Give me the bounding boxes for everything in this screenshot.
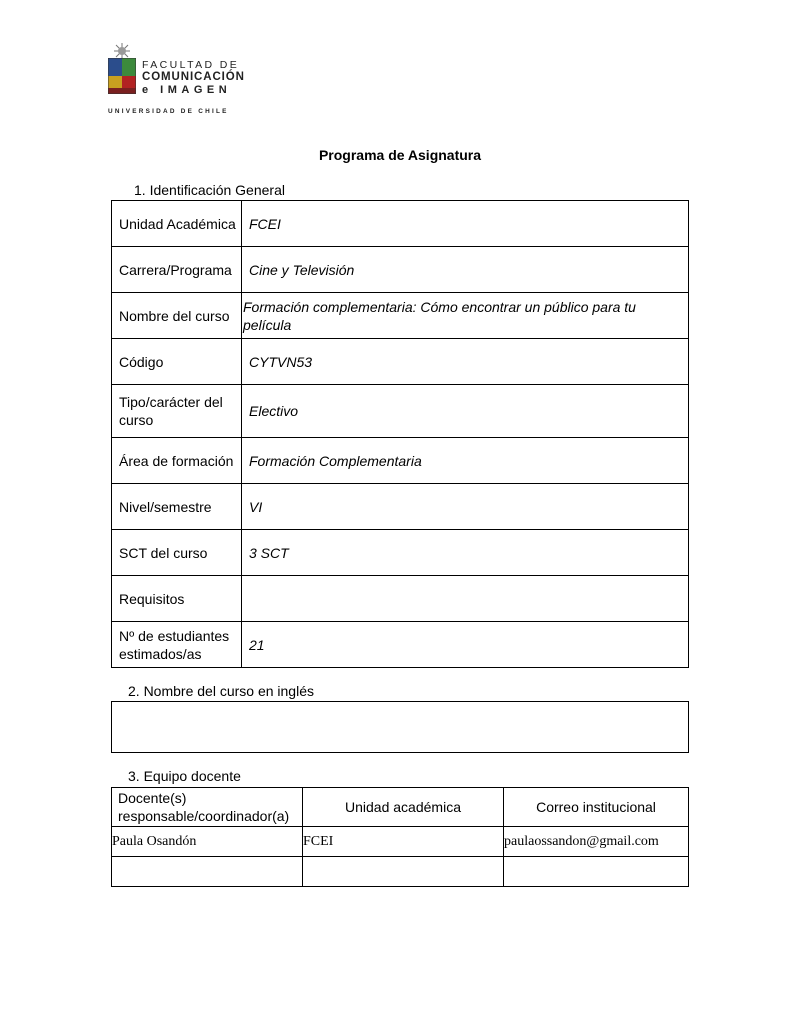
row-label: Carrera/Programa: [112, 247, 242, 293]
row-value: [242, 576, 689, 622]
row-label: Código: [112, 339, 242, 385]
table-row: [112, 438, 689, 484]
logo-line-2: COMUNICACIÓN: [142, 71, 245, 83]
logo-line-3: e IMAGEN: [142, 84, 232, 96]
row-value: Formación Complementaria: [242, 438, 689, 484]
teaching-team-table: [111, 787, 689, 887]
docente-email: paulaossandon@gmail.com: [504, 827, 689, 857]
section-2-heading: 2. Nombre del curso en inglés: [128, 683, 314, 699]
row-label: Nº de estudiantes estimados/as: [112, 622, 242, 668]
row-label: Nombre del curso: [112, 293, 242, 339]
section-1-heading: 1. Identificación General: [134, 182, 285, 198]
docente-unidad: FCEI: [303, 827, 504, 857]
table-row: [112, 247, 689, 293]
row-label: Nivel/semestre: [112, 484, 242, 530]
row-label: SCT del curso: [112, 530, 242, 576]
table-row: [112, 530, 689, 576]
header-correo: Correo institucional: [504, 788, 689, 827]
row-value: 3 SCT: [242, 530, 689, 576]
row-value: Formación complementaria: Cómo encontrar un público para tu película: [242, 293, 689, 339]
row-value: CYTVN53: [242, 339, 689, 385]
table-row: [112, 622, 689, 668]
header-unidad: Unidad académica: [303, 788, 504, 827]
table-row: [112, 484, 689, 530]
row-value: Electivo: [242, 385, 689, 438]
identification-table: [111, 200, 689, 668]
row-value: FCEI: [242, 201, 689, 247]
row-value: 21: [242, 622, 689, 668]
docente-email: [504, 857, 689, 887]
row-value: VI: [242, 484, 689, 530]
english-name-value: [112, 702, 689, 753]
section-3-heading: 3. Equipo docente: [128, 768, 241, 784]
row-label: Unidad Académica: [112, 201, 242, 247]
table-row: [112, 576, 689, 622]
table-header-row: [112, 788, 689, 827]
page-title: Programa de Asignatura: [318, 147, 482, 163]
row-label: Tipo/carácter del curso: [112, 385, 242, 438]
row-value: Cine y Televisión: [242, 247, 689, 293]
header-docente: Docente(s) responsable/coordinador(a): [112, 788, 303, 827]
docente-name: [112, 857, 303, 887]
row-label: Requisitos: [112, 576, 242, 622]
table-row: [112, 201, 689, 247]
logo-line-1: FACULTAD DE: [142, 59, 240, 71]
table-row: [112, 385, 689, 438]
table-row: [112, 339, 689, 385]
table-row: [112, 857, 689, 887]
faculty-logo: [108, 42, 253, 117]
docente-name: Paula Osandón: [112, 827, 303, 857]
docente-unidad: [303, 857, 504, 887]
university-shield-icon: [108, 58, 136, 94]
english-name-table: [111, 701, 689, 753]
row-label: Área de formación: [112, 438, 242, 484]
table-row: [112, 702, 689, 753]
table-row: [112, 827, 689, 857]
table-row: [112, 293, 689, 339]
logo-university: UNIVERSIDAD DE CHILE: [108, 108, 229, 115]
